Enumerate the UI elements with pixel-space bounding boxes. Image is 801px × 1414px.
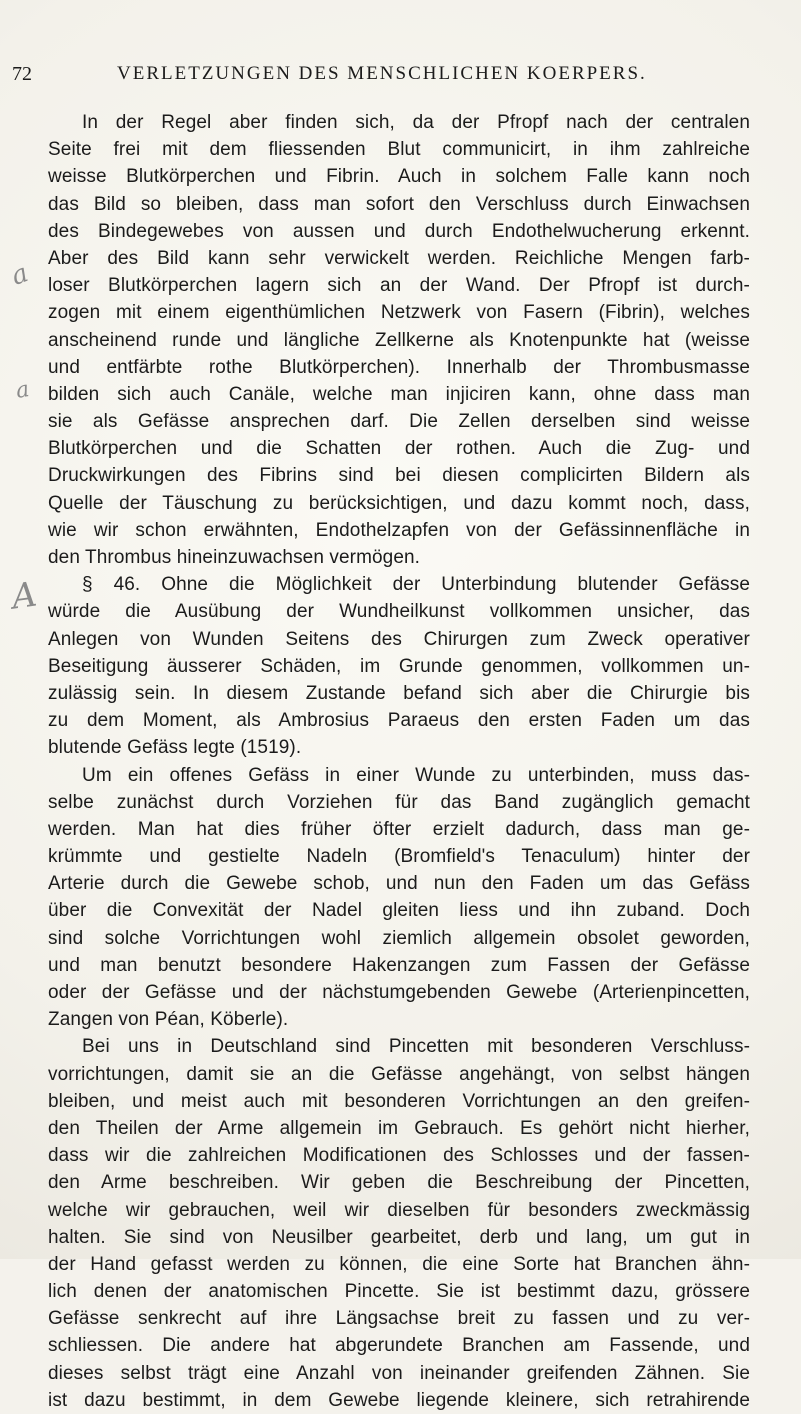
page-header	[12, 56, 789, 92]
text-line: Seite frei mit dem fliessenden Blut communicirt, in ihm zahlreiche	[48, 139, 750, 161]
text-line: und man benutzt besondere Hakenzangen zum Fassen der Gefässe	[48, 954, 750, 976]
text-line: Aber des Bild kann sehr verwickelt werden. Reichliche Mengen farb-	[48, 247, 750, 269]
running-title: VERLETZUNGEN DES MENSCHLICHEN KOERPERS.	[117, 63, 647, 84]
text-line: zulässig sein. In diesem Zustande befand sich aber die Chirurgie bis	[48, 682, 750, 704]
text-line: und entfärbte rothe Blutkörperchen). Innerhalb der Thrombusmasse	[48, 356, 750, 378]
text-line: den Theilen der Arme allgemein im Gebrauch. Es gehört nicht hierher,	[48, 1117, 750, 1139]
text-line: oder der Gefässe und der nächstumgebenden Gewebe (Arterienpincetten,	[48, 982, 750, 1003]
text-line: krümmte und gestielte Nadeln (Bromfield's Tenaculum) hinter der	[48, 846, 750, 868]
text-line: blutende Gefäss legte (1519).	[48, 737, 302, 759]
text-line: Anlegen von Wunden Seitens des Chirurgen zum Zweck operativer	[48, 628, 750, 650]
body-text	[48, 109, 750, 1414]
text-line: Bei uns in Deutschland sind Pincetten mit besonderen Verschluss-	[82, 1036, 750, 1058]
page-number: 72	[12, 63, 32, 85]
text-line: sind solche Vorrichtungen wohl ziemlich allgemein obsolet geworden,	[48, 927, 750, 949]
text-line: des Bindegewebes von aussen und durch Endothelwucherung erkennt.	[48, 220, 750, 242]
section-start-line: § 46. Ohne die Möglichkeit der Unterbindung blutender Gefässe	[82, 574, 750, 596]
text-line: weisse Blutkörperchen und Fibrin. Auch in solchem Falle kann noch	[48, 166, 750, 188]
text-line: Druckwirkungen des Fibrins sind bei diesen complicirten Bildern als	[48, 465, 750, 487]
text-line: Quelle der Täuschung zu berücksichtigen, und dazu kommt noch, dass,	[48, 492, 750, 514]
text-line: schliessen. Die andere hat abgerundete Branchen am Fassende, und	[48, 1335, 750, 1357]
text-line: anscheinend runde und längliche Zellkerne als Knotenpunkte hat (weisse	[48, 329, 750, 351]
text-line: zu dem Moment, als Ambrosius Paraeus den ersten Faden um das	[48, 710, 750, 732]
margin-pencil-mark: A	[9, 574, 40, 618]
text-line: Zangen von Péan, Köberle).	[48, 1009, 289, 1031]
text-line: Gefässe senkrecht auf ihre Längsachse breit zu fassen und zu ver-	[48, 1308, 750, 1330]
text-line: welche wir gebrauchen, weil wir dieselben für besonders zweckmässig	[48, 1199, 750, 1221]
text-line: dieses selbst trägt eine Anzahl von ineinander greifenden Zähnen. Sie	[48, 1362, 750, 1384]
text-line: Arterie durch die Gewebe schob, und nun den Faden um das Gefäss	[48, 873, 750, 895]
text-line: lich denen der anatomischen Pincette. Sie ist bestimmt dazu, grössere	[48, 1281, 750, 1303]
margin-pencil-mark: a	[13, 377, 32, 404]
text-line: würde die Ausübung der Wundheilkunst vollkommen unsicher, das	[48, 601, 750, 623]
text-line: selbe zunächst durch Vorziehen für das Band zugänglich gemacht	[48, 791, 750, 813]
text-line: ist dazu bestimmt, in dem Gewebe liegende kleinere, sich retrahirende	[48, 1389, 750, 1411]
text-line: In der Regel aber finden sich, da der Pfropf nach der centralen	[82, 112, 750, 133]
text-line: werden. Man hat dies früher öfter erzielt dadurch, dass man ge-	[48, 818, 750, 840]
text-line: bilden sich auch Canäle, welche man injiciren kann, ohne dass man	[48, 383, 750, 405]
text-line: der Hand gefasst werden zu können, die eine Sorte hat Branchen ähn-	[48, 1253, 750, 1275]
text-line: wie wir schon erwähnten, Endothelzapfen von der Gefässinnenfläche in	[48, 519, 750, 541]
text-line: sie als Gefässe ansprechen darf. Die Zellen derselben sind weisse	[48, 411, 750, 433]
margin-pencil-mark: a	[7, 258, 33, 292]
text-line: zogen mit einem eigenthümlichen Netzwerk von Fasern (Fibrin), welches	[48, 302, 750, 324]
text-line: halten. Sie sind von Neusilber gearbeitet, derb und lang, um gut in	[48, 1226, 750, 1248]
text-line: bleiben, und meist auch mit besonderen Vorrichtungen an den greifen-	[48, 1090, 750, 1112]
text-line: das Bild so bleiben, dass man sofort den Verschluss durch Einwachsen	[48, 193, 750, 215]
text-line: dass wir die zahlreichen Modificationen des Schlosses und der fassen-	[48, 1145, 750, 1167]
text-line: vorrichtungen, damit sie an die Gefässe angehängt, von selbst hängen	[48, 1063, 750, 1085]
text-line: Beseitigung äusserer Schäden, im Grunde genommen, vollkommen un-	[48, 655, 750, 677]
text-line: Um ein offenes Gefäss in einer Wunde zu unterbinden, muss das-	[82, 764, 750, 786]
text-line: den Arme beschreiben. Wir geben die Beschreibung der Pincetten,	[48, 1172, 750, 1194]
text-line: über die Convexität der Nadel gleiten liess und ihn zuband. Doch	[48, 900, 750, 922]
text-line: loser Blutkörperchen lagern sich an der Wand. Der Pfropf ist durch-	[48, 275, 750, 297]
text-line: Blutkörperchen und die Schatten der rothen. Auch die Zug- und	[48, 438, 750, 460]
text-line: den Thrombus hineinzuwachsen vermögen.	[48, 547, 421, 568]
